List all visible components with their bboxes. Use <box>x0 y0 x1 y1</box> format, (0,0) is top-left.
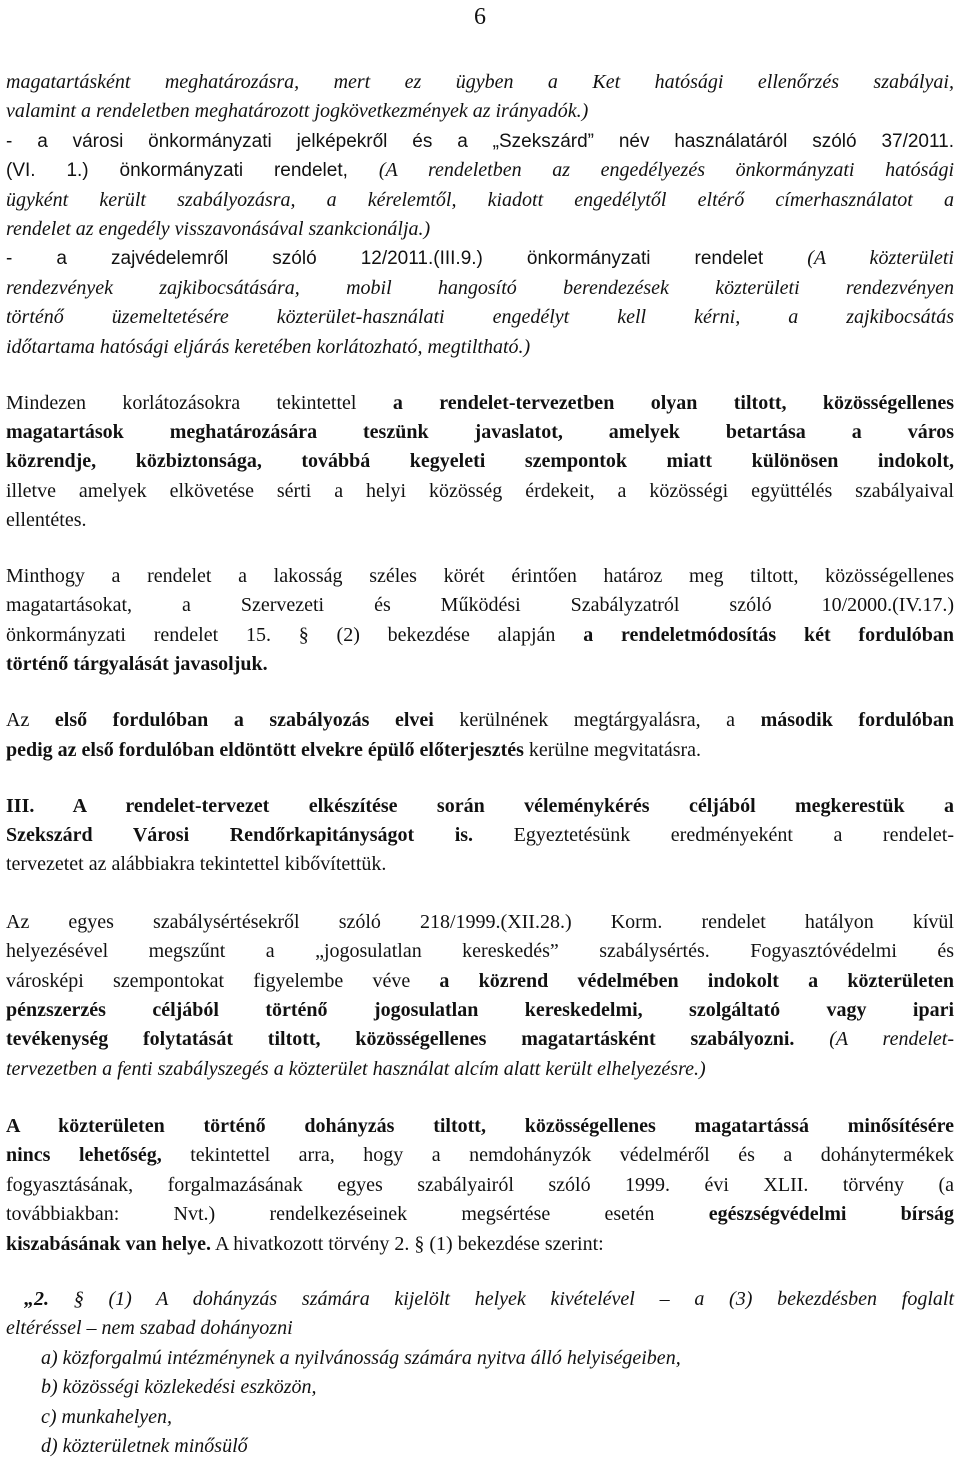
text-line: ügyként került szabályozásra, a kérelemtől, kiadott engedélytől eltérő címerhasználatot a <box>6 188 954 211</box>
text-line: illetve amelyek elkövetése sérti a helyi közösség érdekeit, a közösségi együttélés szabályaival <box>6 479 954 502</box>
text-line: önkormányzati rendelet 15. § (2) bekezdése alapján a rendeletmódosítás két fordulóban <box>6 623 954 646</box>
text-line: Mindezen korlátozásokra tekintettel a rendelet-tervezetben olyan tiltott, közösségellenes <box>6 391 954 414</box>
text-line: közrendje, közbiztonsága, továbbá kegyeleti szempontok miatt különösen indokolt, <box>6 450 954 473</box>
list-item: a) közforgalmú intézménynek a nyilvánosság számára nyitva álló helyiségeiben, <box>41 1346 681 1369</box>
text-line: tervezetet az alábbiakra tekintettel kibővítettük. <box>6 853 387 876</box>
text-line: rendelet az engedély visszavonásával szankcionálja.) <box>6 217 431 240</box>
list-item-jelkep: - a városi önkormányzati jelképekről és a „Szekszárd” név használatáról szóló 37/2011. <box>6 130 954 152</box>
text-line: Az egyes szabálysértésekről szóló 218/1999.(XII.28.) Korm. rendelet hatályon kívül <box>6 910 954 933</box>
text-line: rendezvények zajkibocsátására, mobil hangosító berendezések közterületi rendezvényen <box>6 276 954 299</box>
text-line: Minthogy a rendelet a lakosság széles körét érintően határoz meg tiltott, közösségellenes <box>6 565 954 588</box>
list-item-zajvedelem: - a zajvédelemről szóló 12/2011.(III.9.) önkormányzati rendelet (A közterületi <box>6 247 954 270</box>
text-line: pedig az első fordulóban eldöntött elvekre épülő előterjesztés kerülne megvitatásra. <box>6 738 702 761</box>
document-body <box>6 68 954 1461</box>
paragraph-rounds-detail <box>6 706 954 765</box>
paragraph-two-rounds <box>6 562 954 680</box>
text-line: tervezetben a fenti szabályszegés a közterület használat alcím alatt került elhelyezésre.) <box>6 1057 706 1080</box>
text-line: valamint a rendeletben meghatározott jogkövetkezmények az irányadók.) <box>6 100 589 123</box>
paragraph-restrictions <box>6 389 954 536</box>
text-line: tevékenység folytatását tiltott, közösségellenes magatartásként szabályozni. (A rendelet- <box>6 1028 954 1051</box>
paragraph-trading <box>6 908 954 1084</box>
text-line: Szekszárd Városi Rendőrkapitányságot is. Egyeztetésünk eredményeként a rendelet- <box>6 823 954 846</box>
text-line: nincs lehetőség, tekintettel arra, hogy a nemdohányzók védelméről és a dohánytermékek <box>6 1144 955 1167</box>
text-line: városképi szempontokat figyelembe véve a közrend védelmében indokolt a közterületen <box>6 969 954 992</box>
text-line: Az első fordulóban a szabályozás elvei kerülnének megtárgyalásra, a második fordulóban <box>6 709 954 732</box>
paragraph-smoking <box>6 1112 954 1259</box>
text-line: pénzszerzés céljából történő jogosulatlan kereskedelmi, szolgáltató vagy ipari <box>6 998 954 1021</box>
text-line: történő üzemeltetésére közterület-használati engedélyt kell kérni, a zajkibocsátás <box>6 306 954 329</box>
section-iii <box>6 792 954 880</box>
text-line: továbbiakban: Nvt.) rendelkezéseinek megsértése esetén egészségvédelmi bírság <box>6 1203 954 1226</box>
text-line: fogyasztásának, forgalmazásának egyes szabályairól szóló 1999. évi XLII. törvény (a <box>6 1173 954 1196</box>
text-line: ellentétes. <box>6 509 87 532</box>
law-quote <box>6 1285 954 1461</box>
section-heading-line: III. A rendelet-tervezet elkészítése során véleménykérés céljából megkerestük a <box>6 794 954 817</box>
text-line: helyezésével megszűnt a „jogosulatlan kereskedés” szabálysértés. Fogyasztóvédelmi és <box>6 940 954 963</box>
page-number: 6 <box>474 4 486 30</box>
list-block-regulations <box>6 68 954 362</box>
text-line: (VI. 1.) önkormányzati rendelet, (A rendeletben az engedélyezés önkormányzati hatósági <box>6 159 955 182</box>
text-line: kiszabásának van helye. A hivatkozott törvény 2. § (1) bekezdése szerint: <box>6 1232 604 1255</box>
text-line: „2. § (1) A dohányzás számára kijelölt helyek kivételével – a (3) bekezdésben foglalt <box>24 1288 954 1311</box>
text-line: magatartásokat, a Szervezeti és Működési Szabályzatról szóló 10/2000.(IV.17.) <box>6 594 954 617</box>
text-line: történő tárgyalását javasoljuk. <box>6 653 268 676</box>
text-line: magatartások meghatározására teszünk javaslatot, amelyek betartása a város <box>6 420 954 443</box>
list-item: c) munkahelyen, <box>41 1405 173 1428</box>
list-item: d) közterületnek minősülő <box>41 1435 248 1457</box>
list-item: b) közösségi közlekedési eszközön, <box>41 1376 317 1399</box>
text-line: magatartásként meghatározásra, mert ez ügyben a Ket hatósági ellenőrzés szabályai, <box>6 71 954 93</box>
text-line: A közterületen történő dohányzás tiltott, közösségellenes magatartássá minősítésére <box>6 1115 954 1138</box>
text-line: eltéréssel – nem szabad dohányozni <box>6 1317 293 1340</box>
text-line: időtartama hatósági eljárás keretében korlátozható, megtiltható.) <box>6 335 531 358</box>
